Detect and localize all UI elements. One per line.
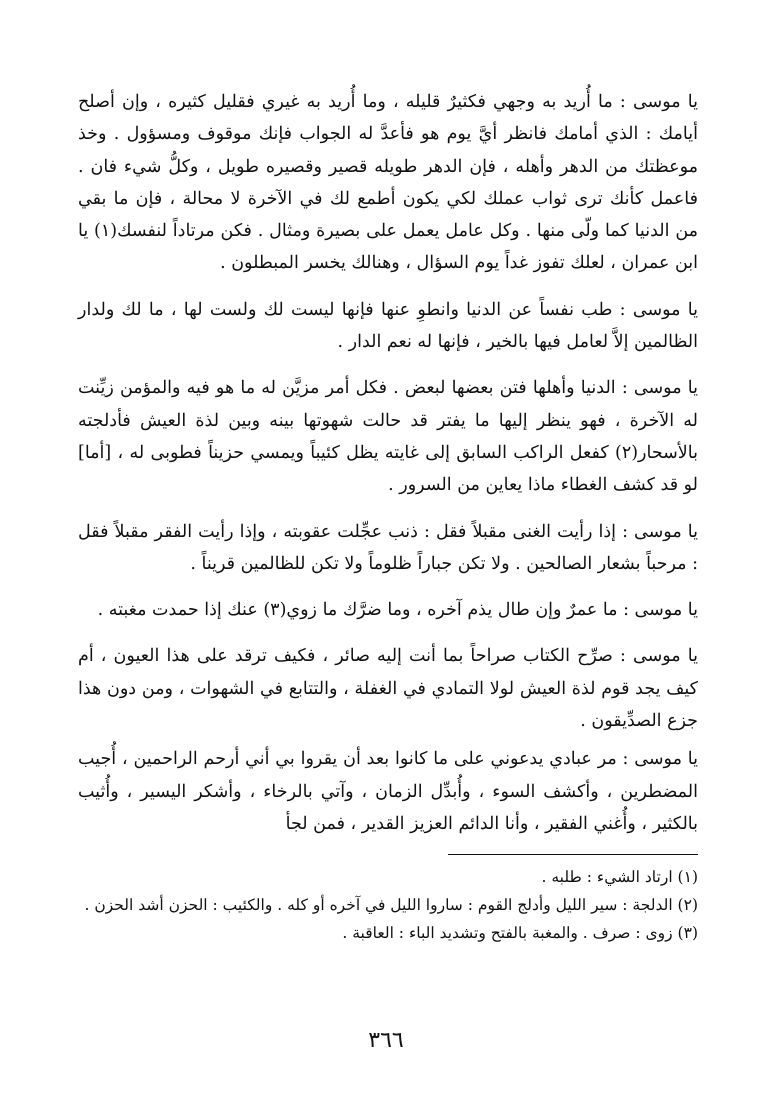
footnote: (٢) الدلجة : سير الليل وأدلج القوم : ساروا الليل في آخره أو كله . والكئيب : الحزن أشد الحزن . — [84, 896, 698, 915]
paragraph: يا موسى : الدنيا وأهلها فتن بعضها لبعض . فكل أمر مزيَّن له ما هو فيه والمؤمن زيِّنت له الآخرة ، فهو ينظر إليها ما يفتر قد حالت شهوتها بينه وبين لذة العيش فأدلجته بالأسحار(٢) كفعل الراكب السابق إلى غايته يظل كئيباً ويمسي حزيناً فطوبى له ، [أما] لو قد كشف الغطاء ماذا يعاين من السرور . — [78, 378, 698, 496]
paragraph: يا موسى : مر عبادي يدعوني على ما كانوا بعد أن يقروا بي أني أرحم الراحمين ، أُجيب المضطرين ، وأكشف السوء ، وأُبدِّل الزمان ، وآتي بالرخاء ، وأشكر اليسير ، وأُثيب بالكثير ، وأُغني الفقير ، وأنا الدائم العزيز القدير ، فمن لجأ — [78, 749, 698, 834]
paragraph: يا موسى : صرِّح الكتاب صراحاً بما أنت إليه صائر ، فكيف ترقد على هذا العيون ، أم كيف يجد قوم لذة العيش لولا التمادي في الغفلة ، والتتابع في الشهوات ، ومن دون هذا جزع الصدِّيقون . — [78, 646, 698, 732]
paragraph: يا موسى : إذا رأيت الغنى مقبلاً فقل : ذنب عجِّلت عقوبته ، وإذا رأيت الفقر مقبلاً فقل : مرحباً بشعار الصالحين . ولا تكن جباراً ظلوماً ولا تكن للظالمين قريناً . — [78, 521, 698, 574]
paragraph: يا موسى : ما عمرٌ وإن طال يذم آخره ، وما ضرَّك ما زوي(٣) عنك إذا حمدت مغبته . — [97, 600, 698, 621]
footnote: (١) ارتاد الشيء : طلبه . — [541, 868, 698, 887]
paragraph: يا موسى : ما أُريد به وجهي فكثيرٌ قليله ، وما أُريد به غيري فقليل كثيره ، وإن أصلح أيامك : الذي أمامك فانظر أيَّ يوم هو فأعدَّ له الجواب فإنك موقوف ومسؤول . وخذ موعظتك من الدهر وأهله ، فإن الدهر طويله قصير وقصيره طويل ، وكلُّ شيء فان . فاعمل كأنك ترى ثواب عملك لكي يكون أطمع لك في الآخرة لا محالة ، فإن ما بقي من الدنيا كما ولّى منها . وكل عامل يعمل على بصيرة ومثال . فكن مرتاداً لنفسك(١) يا ابن عمران ، لعلك تفوز غداً يوم السؤال ، وهنالك يخسر المبطلون . — [78, 92, 699, 274]
footnotes — [78, 863, 698, 947]
footnote-divider — [448, 854, 698, 855]
main-text — [78, 86, 698, 840]
paragraph: يا موسى : طب نفساً عن الدنيا وانطوِ عنها فإنها ليست لك ولست لها ، ما لك ولدار الظالمين إلاَّ لعامل فيها بالخير ، فإنها له نعم الدار . — [78, 299, 698, 353]
page-number: ٣٦٦ — [368, 1028, 404, 1053]
footnote: (٣) زوى : صرف . والمغبة بالفتح وتشديد الباء : العاقبة . — [342, 924, 698, 943]
